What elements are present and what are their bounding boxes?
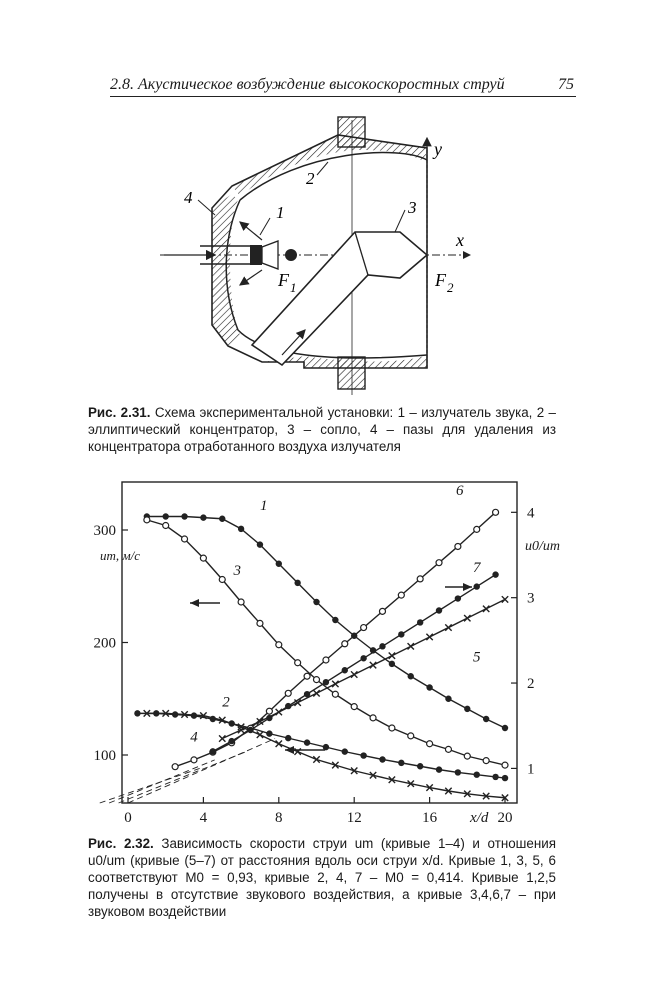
series-5-point xyxy=(445,624,451,630)
x-tick-label: 4 xyxy=(199,810,208,826)
y-left-axis-label: um, м/с xyxy=(100,548,141,563)
series-5-point xyxy=(351,671,357,677)
x-tick-label: 12 xyxy=(346,810,362,826)
x-tick-label: 16 xyxy=(422,810,438,826)
series-1-point xyxy=(238,526,244,532)
y-right-tick-label: 3 xyxy=(527,590,535,607)
plot-frame xyxy=(122,482,517,803)
extrapolation-line xyxy=(119,751,247,803)
series-7-point xyxy=(436,607,442,613)
series-1-point xyxy=(313,599,319,605)
series-6-point xyxy=(379,608,385,614)
series-7-point xyxy=(228,738,234,744)
series-7-point xyxy=(379,643,385,649)
series-4-point xyxy=(257,732,263,738)
series-5-line xyxy=(222,599,505,738)
series-3-point xyxy=(200,555,206,561)
series-4-line xyxy=(147,713,505,797)
series-2-point xyxy=(134,710,140,716)
series-4-point xyxy=(276,741,282,747)
series-6-point xyxy=(493,509,499,515)
series-2-point xyxy=(474,771,480,777)
series-3-point xyxy=(351,704,357,710)
series-1-point xyxy=(219,516,225,522)
series-6-point xyxy=(417,576,423,582)
series-7-point xyxy=(492,571,498,577)
series-6-point xyxy=(266,708,272,714)
series-2-point xyxy=(417,763,423,769)
direction-arrow-head xyxy=(190,599,199,607)
series-1-point xyxy=(276,561,282,567)
series-3-point xyxy=(238,599,244,605)
series-6-point xyxy=(342,641,348,647)
series-3-point xyxy=(389,725,395,731)
series-1-point xyxy=(389,661,395,667)
series-7-point xyxy=(360,655,366,661)
x-tick-label: 0 xyxy=(124,810,132,826)
series-1-point xyxy=(332,617,338,623)
y-right-tick-label: 2 xyxy=(527,676,535,693)
label-f2: F xyxy=(435,270,446,290)
series-1-point xyxy=(426,684,432,690)
y-right-tick-label: 4 xyxy=(527,505,535,522)
series-1-point xyxy=(445,696,451,702)
series-5-point xyxy=(389,653,395,659)
label-x: x xyxy=(456,230,464,250)
caption-2-text: Зависимость скорости струи um (кривые 1–4) и отношения u0/um (кривые (5–7) от расстояния вдоль оси струи x/d. Кривые 1, 3, 5, 6 соответствуют M0 = 0,93, кривые 2, 4, 7 – M0 = 0,414. Кривые 1,2,5 получены в отсутствие звукового воздействия, а кривые 3,4,6,7 – при звуковом воздействии xyxy=(88,836,556,919)
series-3-point xyxy=(219,577,225,583)
series-6-line xyxy=(175,512,495,766)
series-3-point xyxy=(445,746,451,752)
series-3-label: 3 xyxy=(233,563,242,579)
series-3-point xyxy=(182,536,188,542)
label-1: 1 xyxy=(276,203,285,222)
series-7-label: 7 xyxy=(472,560,481,577)
series-2-point xyxy=(398,760,404,766)
series-1-point xyxy=(294,580,300,586)
series-5-point xyxy=(483,606,489,612)
series-1-point xyxy=(483,716,489,722)
series-5-point xyxy=(313,690,319,696)
series-2-point xyxy=(304,739,310,745)
series-5-point xyxy=(464,615,470,621)
series-6-label: 6 xyxy=(455,483,464,500)
series-5-point xyxy=(502,596,508,602)
series-1-label: 1 xyxy=(259,497,268,514)
page-number: 75 xyxy=(558,76,574,93)
series-3-point xyxy=(502,762,508,768)
series-6-point xyxy=(436,560,442,566)
series-6-point xyxy=(304,673,310,679)
series-2-point xyxy=(455,769,461,775)
series-1-line xyxy=(147,517,505,729)
x-tick-label: 8 xyxy=(275,810,283,826)
series-5-point xyxy=(219,735,225,741)
series-7-point xyxy=(210,748,216,754)
series-2-line xyxy=(137,713,505,778)
series-2-point xyxy=(266,730,272,736)
label-2: 2 xyxy=(306,169,315,188)
series-1-point xyxy=(181,513,187,519)
label-4: 4 xyxy=(184,188,193,207)
series-2-point xyxy=(379,756,385,762)
series-5-label: 5 xyxy=(472,649,481,666)
caption-1-text: Схема экспериментальной установки: 1 – излучатель звука, 2 – эллиптический концентратор, 3 – сопло, 4 – пазы для удаления из концентратора отработанного воздуха излучателя xyxy=(88,405,556,454)
series-2-point xyxy=(436,766,442,772)
y-left-tick-label: 300 xyxy=(93,523,116,539)
header-title: 2.8. Акустическое возбуждение высокоскоростных струй xyxy=(110,76,505,93)
series-7-point xyxy=(247,727,253,733)
series-5-point xyxy=(426,634,432,640)
series-1-point xyxy=(163,513,169,519)
series-7-point xyxy=(304,691,310,697)
extrapolation-line xyxy=(100,768,200,803)
series-7-point xyxy=(398,631,404,637)
series-1-point xyxy=(408,673,414,679)
series-2-point xyxy=(342,748,348,754)
series-7-point xyxy=(417,619,423,625)
series-7-point xyxy=(455,595,461,601)
series-3-point xyxy=(276,642,282,648)
series-5-point xyxy=(408,643,414,649)
series-6-point xyxy=(191,757,197,763)
series-7-point xyxy=(474,583,480,589)
series-2-point xyxy=(502,775,508,781)
series-1-point xyxy=(200,514,206,520)
series-3-point xyxy=(332,691,338,697)
series-6-point xyxy=(474,526,480,532)
series-3-point xyxy=(427,741,433,747)
series-1-point xyxy=(502,725,508,731)
series-3-point xyxy=(295,660,301,666)
series-3-point xyxy=(483,758,489,764)
series-4-label: 4 xyxy=(190,729,198,746)
y-left-tick-label: 100 xyxy=(93,748,116,764)
series-6-point xyxy=(398,592,404,598)
series-3-point xyxy=(370,715,376,721)
series-6-point xyxy=(361,625,367,631)
series-5-point xyxy=(332,681,338,687)
series-7-point xyxy=(323,679,329,685)
series-3-point xyxy=(257,620,263,626)
series-2-point xyxy=(285,735,291,741)
series-2-label: 2 xyxy=(222,694,230,711)
series-6-point xyxy=(285,690,291,696)
extrapolation-line xyxy=(128,739,275,803)
series-5-point xyxy=(370,662,376,668)
series-6-point xyxy=(323,657,329,663)
label-f1: F xyxy=(278,270,289,290)
label-y: y xyxy=(434,139,442,159)
series-3-point xyxy=(408,733,414,739)
label-3: 3 xyxy=(408,198,417,217)
y-left-tick-label: 200 xyxy=(93,635,116,652)
series-2-point xyxy=(323,744,329,750)
series-6-point xyxy=(455,543,461,549)
label-f1-sub: 1 xyxy=(290,280,297,295)
series-1-point xyxy=(464,706,470,712)
series-2-point xyxy=(360,752,366,758)
series-3-point xyxy=(163,523,169,529)
series-6-point xyxy=(172,764,178,770)
y-right-axis-label: u0/um xyxy=(525,539,560,554)
series-3-point xyxy=(144,517,150,523)
label-f2-sub: 2 xyxy=(447,280,454,295)
x-tick-label: 20 xyxy=(497,810,513,826)
series-7-point xyxy=(342,667,348,673)
series-1-point xyxy=(257,541,263,547)
caption-2-number: Рис. 2.32. xyxy=(88,836,154,851)
series-3-point xyxy=(314,677,320,683)
x-axis-label: x/d xyxy=(470,810,489,826)
series-3-point xyxy=(464,753,470,759)
series-2-point xyxy=(492,774,498,780)
y-right-tick-label: 1 xyxy=(527,761,535,778)
series-7-point xyxy=(266,715,272,721)
series-7-point xyxy=(285,703,291,709)
caption-fig-2-32 xyxy=(88,835,556,920)
caption-1-number: Рис. 2.31. xyxy=(88,405,151,420)
